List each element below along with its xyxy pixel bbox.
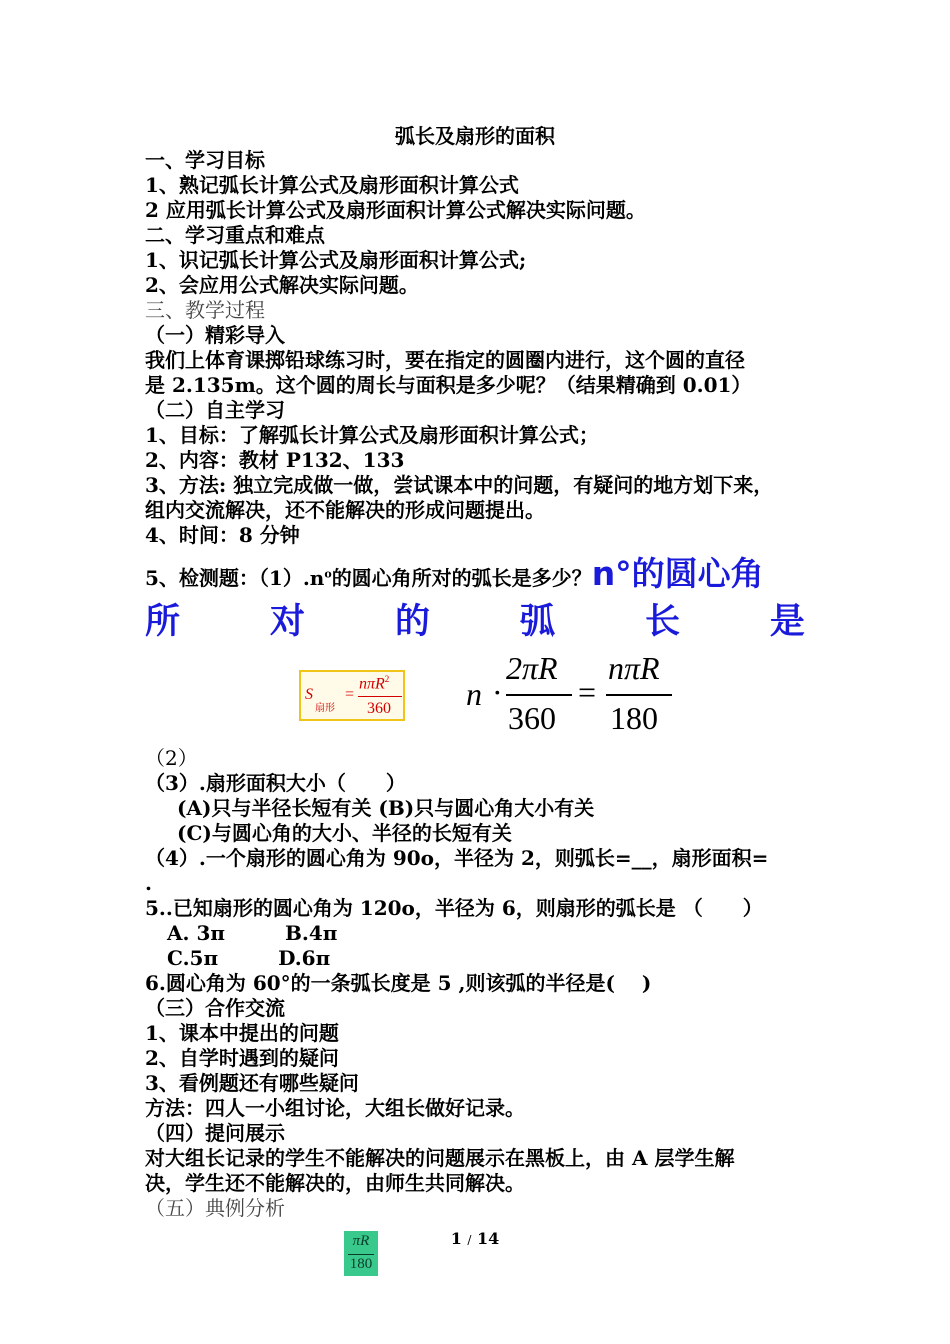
goal-1: 1、熟记弧长计算公式及扇形面积计算公式 [145, 173, 519, 197]
fraction-2-denominator: 180 [610, 700, 658, 736]
q-2: （2） [145, 746, 198, 770]
q-5b-options-cd: C.5π D.6π [167, 946, 331, 970]
subheading-examples: （五）典例分析 [145, 1196, 285, 1220]
fragment-denominator: 180 [349, 1256, 373, 1272]
key-point-1: 1、识记弧长计算公式及扇形面积计算公式; [145, 248, 527, 272]
section-heading-process: 三、教学过程 [145, 298, 265, 322]
self-study-goal: 1、目标：了解弧长计算公式及扇形面积计算公式； [145, 423, 599, 447]
question-5-line [145, 556, 764, 596]
sector-area-formula-box [299, 670, 405, 721]
cooperation-3: 3、看例题还有哪些疑问 [145, 1071, 359, 1095]
formula-s: S [305, 686, 313, 703]
self-study-method-2: 组内交流解决，还不能解决的形成问题提出。 [145, 498, 545, 522]
fraction-1-numerator: 2πR [506, 650, 558, 686]
q5-degree: o [324, 567, 332, 581]
formula-equals: = [578, 674, 597, 710]
formula-n: n [466, 676, 482, 712]
fraction-1-bar [506, 694, 572, 696]
formula-dot: · [492, 674, 503, 710]
formula-denominator: 360 [367, 700, 391, 717]
blue-spread-line [145, 600, 805, 644]
spread-char: 是 [769, 602, 805, 642]
formula-subscript: 扇形 [315, 703, 335, 714]
self-study-content: 2、内容：教材 P132、133 [145, 448, 405, 472]
cooperation-method: 方法：四人一小组讨论，大组长做好记录。 [145, 1096, 525, 1120]
spread-char: 对 [269, 602, 305, 642]
page-current: 1 [450, 1229, 462, 1248]
q-3-options-ab: (A)只与半径长短有关 (B)只与圆心角大小有关 [177, 796, 595, 820]
self-study-time: 4、时间：8 分钟 [145, 523, 300, 547]
spread-char: 的 [394, 602, 430, 642]
fragment-bar [348, 1254, 374, 1255]
q-3-option-c: (C)与圆心角的大小、半径的长短有关 [177, 821, 512, 845]
key-point-2: 2、会应用公式解决实际问题。 [145, 273, 419, 297]
intro-text-2: 是 2.135m。这个圆的周长与面积是多少呢？（结果精确到 0.01） [145, 373, 752, 397]
spread-char: 弧 [519, 602, 555, 642]
presentation-text-1: 对大组长记录的学生不能解决的问题展示在黑板上，由 A 层学生解 [145, 1146, 735, 1170]
blue-answer: n°的圆心角 [591, 554, 764, 593]
q-5b: 5..已知扇形的圆心角为 120o，半径为 6，则扇形的弧长是 （ ） [145, 896, 763, 920]
page-separator: / [467, 1233, 472, 1247]
q-5b-options-ab: A. 3π B.4π [167, 921, 338, 945]
formula-image-fragment [344, 1231, 378, 1276]
subheading-self-study: （二）自主学习 [145, 398, 285, 422]
spread-char: 长 [644, 602, 680, 642]
q-3: （3）.扇形面积大小（ ） [145, 771, 406, 795]
self-study-method-1: 3、方法: 独立完成做一做，尝试课本中的问题，有疑问的地方划下来， [145, 473, 774, 497]
page-title: 弧长及扇形的面积 [395, 124, 555, 148]
spread-char: 所 [145, 602, 181, 642]
presentation-text-2: 决，学生还不能解决的，由师生共同解决。 [145, 1171, 525, 1195]
q5-rest: 的圆心角所对的弧长是多少？ [331, 566, 592, 590]
subheading-presentation: （四）提问展示 [145, 1121, 285, 1145]
page-total: 14 [477, 1229, 500, 1248]
q-4: （4）.一个扇形的圆心角为 90o，半径为 2，则弧长=__，扇形面积= [145, 846, 769, 870]
fraction-2-bar [606, 694, 672, 696]
subheading-intro: （一）精彩导入 [145, 323, 285, 347]
q5-prefix: 5、检测题：（1）.n [145, 566, 325, 590]
q-6: 6.圆心角为 60°的一条弧长度是 5 ,则该弧的半径是( ) [145, 971, 652, 995]
cooperation-1: 1、课本中提出的问题 [145, 1021, 339, 1045]
goal-2: 2 应用弧长计算公式及扇形面积计算公式解决实际问题。 [145, 198, 646, 222]
page-number [0, 1229, 950, 1248]
arc-length-formula [460, 650, 700, 750]
fraction-bar [358, 696, 402, 697]
fragment-numerator: πR [352, 1233, 370, 1249]
fraction-2-numerator: nπR [608, 650, 660, 686]
formula-equals: = [345, 686, 355, 703]
cooperation-2: 2、自学时遇到的疑问 [145, 1046, 339, 1070]
subheading-cooperation: （三）合作交流 [145, 996, 285, 1020]
formula-numerator: nπR$^2$ [359, 674, 390, 693]
fraction-1-denominator: 360 [508, 700, 556, 736]
q-4-cont: . [145, 871, 152, 895]
section-heading-goals: 一、学习目标 [145, 148, 265, 172]
intro-text-1: 我们上体育课掷铅球练习时，要在指定的圆圈内进行，这个圆的直径 [145, 348, 745, 372]
section-heading-key-points: 二、学习重点和难点 [145, 223, 325, 247]
